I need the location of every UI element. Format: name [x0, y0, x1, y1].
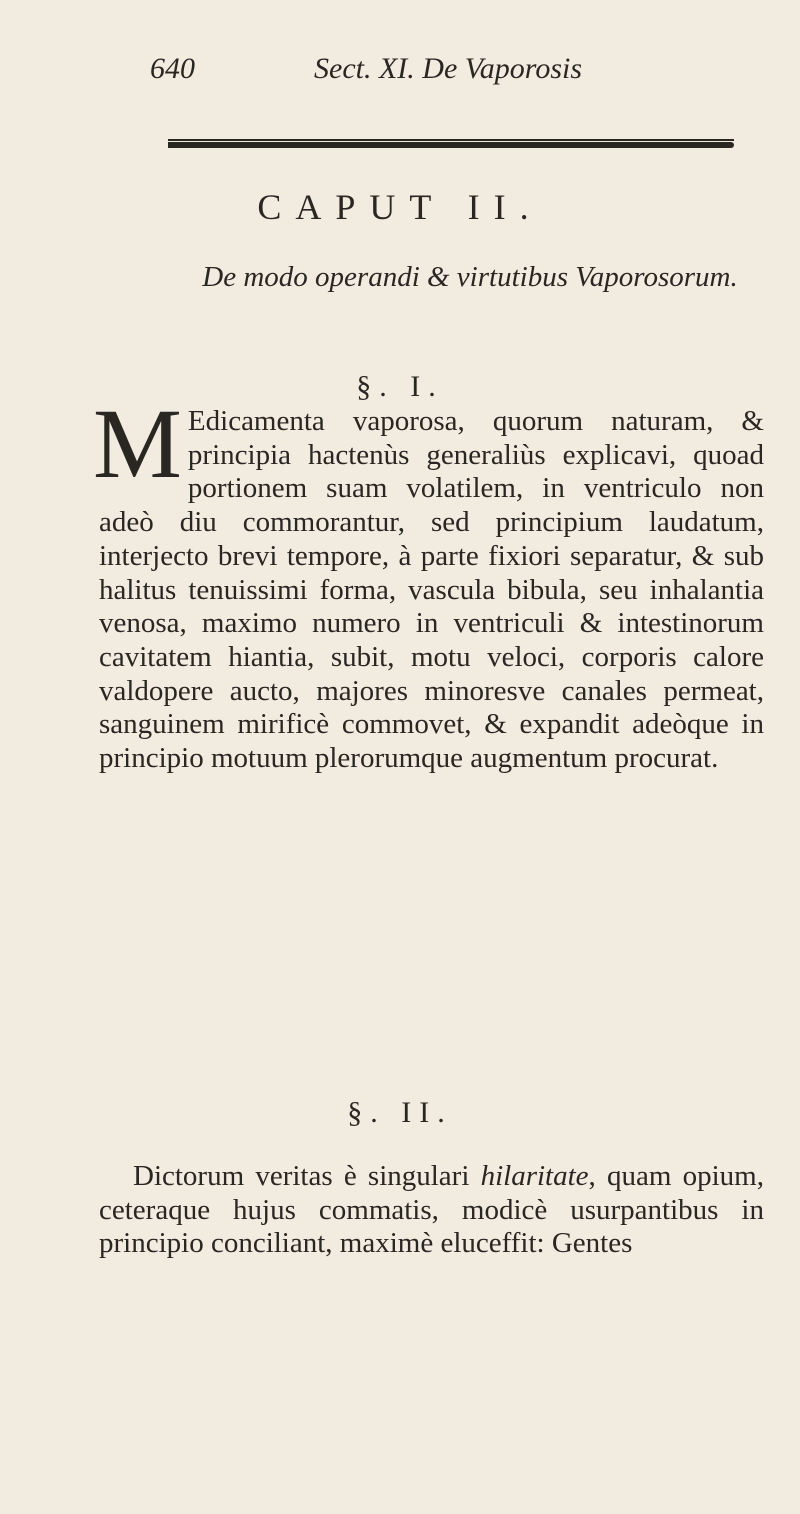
section-1-mark: §. I. [356, 370, 444, 403]
drop-cap: M [93, 388, 182, 499]
section-2-mark: §. II. [347, 1096, 453, 1129]
section-2-text-before: Dictorum veritas è singulari [133, 1160, 481, 1192]
section-2-text-after: , quam opium, ceteraque hujus commatis, modicè usurpantibus in principio conciliant, maximè eluceffit: Gentes [99, 1160, 764, 1259]
page-number: 640 [150, 52, 195, 85]
header-rule [168, 142, 734, 148]
section-2-paragraph [99, 1160, 764, 1261]
chapter-heading: CAPUT II. [257, 187, 543, 227]
chapter-subtitle: De modo operandi & virtutibus Vaporosorum. [202, 261, 738, 293]
running-title: Sect. XI. De Vaporosis [314, 52, 583, 85]
section-1-paragraph [93, 388, 764, 776]
section-2-emphasis: hilaritate [480, 1160, 589, 1192]
running-header [150, 52, 710, 92]
section-1-text: Edicamenta vaporosa, quorum naturam, & principia hactenùs generaliùs explicavi, quoad portionem suam volatilem, in ventriculo non adeò diu commorantur, sed principium laudatum, interjecto brevi tempore, à parte fixiori separatur, & sub halitus tenuissimi forma, vascula bibula, seu inhalantia venosa, maximo numero in ventriculi & intestinorum cavitatem hiantia, subit, motu veloci, corporis calore valdopere aucto, majores minoresve canales permeat, sanguinem mirificè commovet, & expandit adeòque in principio motuum plerorumque augmentum procurat. [99, 405, 764, 775]
